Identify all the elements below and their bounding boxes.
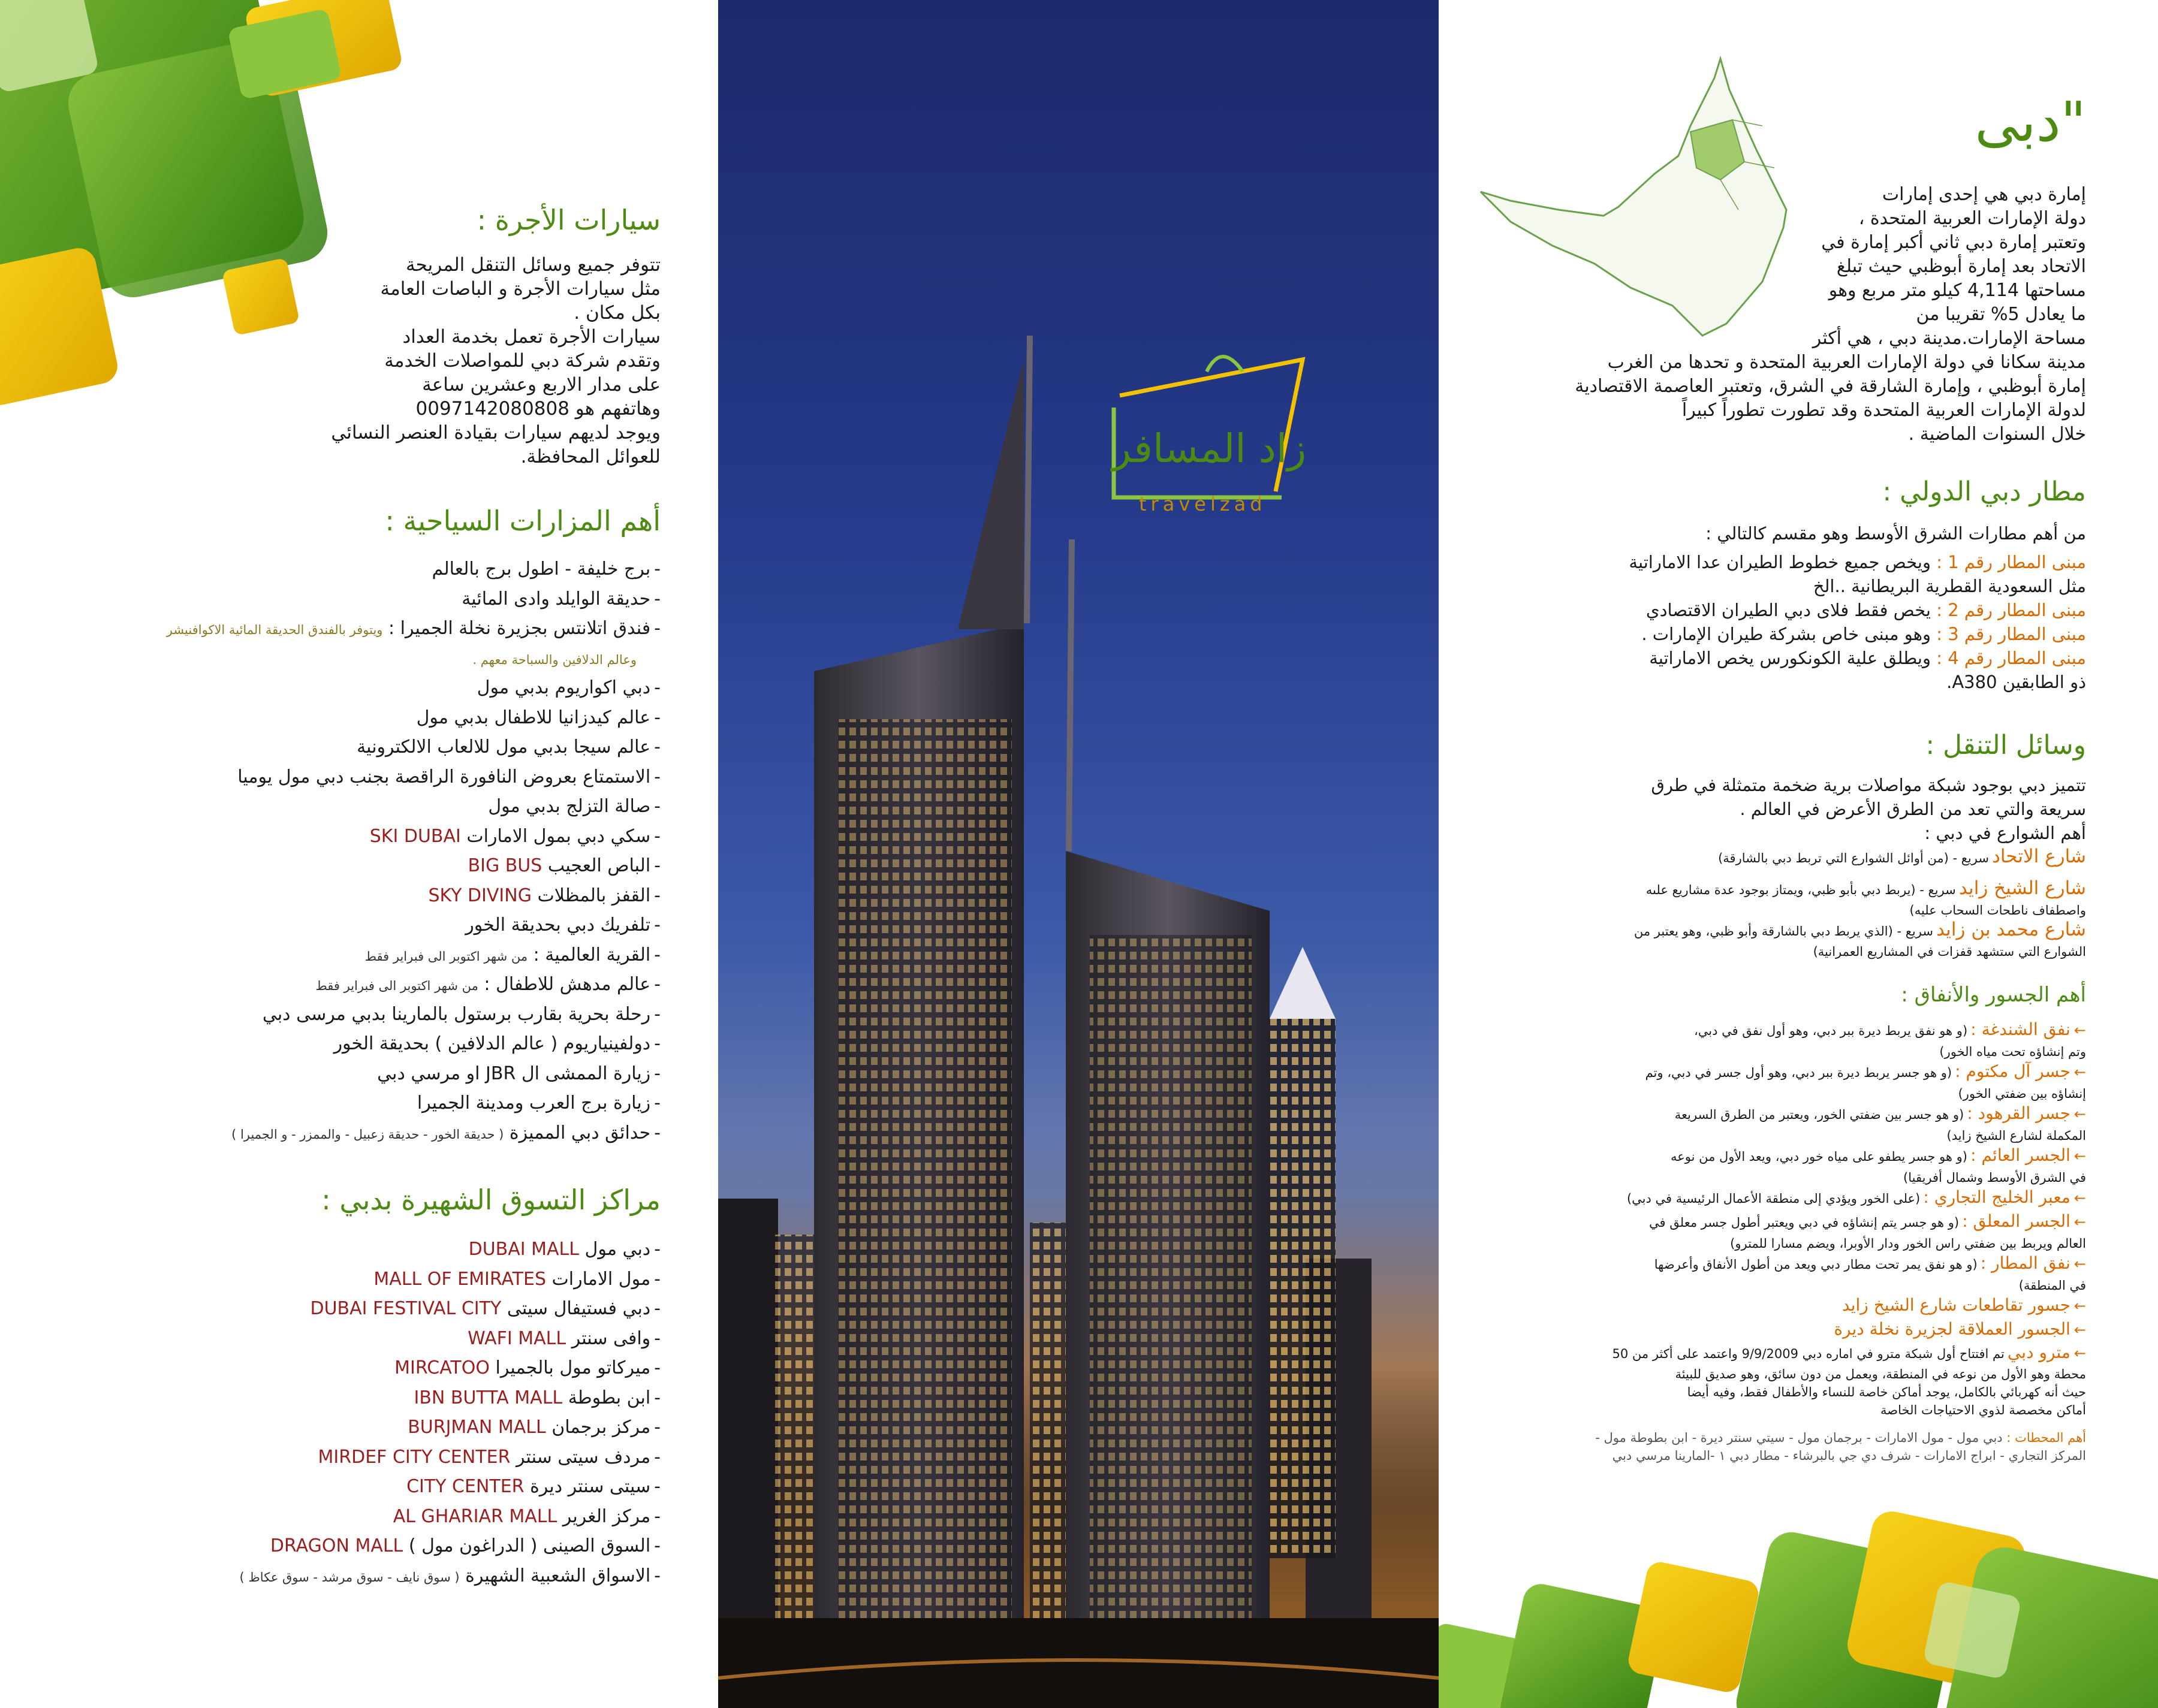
bridge-desc-cont: في الشرق الأوسط وشمال أفريقيا) [1903,1170,2086,1185]
attractions-item-english: SKI DUBAI [369,825,461,847]
bridge-desc: (و هو جسر يطفو على مياه خور دبي، ويعد الأول من نوعه [1670,1149,1967,1164]
attractions-item-name: عالم كيدزانيا للاطفال بدبي مول [416,707,651,728]
malls-item-name: سيتى سنتر ديرة [530,1476,651,1497]
malls-item-name: ابن بطوطة [568,1387,651,1408]
bridge-desc-cont: المكملة لشارع الشيخ زايد) [1946,1128,2086,1143]
bridge-row [1487,1145,2086,1169]
metro-stations-cont: المركز التجاري - ابراج الامارات - شرف دي جي بالبرشاء - مطار دبي ١ -المارينا مرسي دبي [1612,1449,2086,1463]
metro-stations-row [1487,1429,2086,1447]
airport-terminal-row [1487,550,2086,574]
bullet-dash: - [654,825,661,847]
airport-terminals [1487,550,2086,694]
attractions-item-note: ( حديقة الخور - حديقة زعبيل - والممزر - و الجميرا ) [231,1127,504,1142]
malls-item-name: دبي مول [584,1239,651,1260]
arrow-left-icon: ← [2073,1256,2086,1272]
bullet-dash: - [654,1298,661,1319]
attractions-item-name: الاستمتاع بعروض النافورة الراقصة بجنب دبي مول يوميا [237,766,651,787]
malls-item [31,1443,661,1472]
airport-intro: من أهم مطارات الشرق الأوسط وهو مقسم كالتالي : [1705,523,2086,544]
attractions-item [31,970,661,1000]
bullet-dash: - [654,1357,661,1378]
attractions-item-note: ويتوفر بالفندق الحديقة المائية الاكوافنيشر [166,623,383,637]
taxi-line: تتوفر جميع وسائل التنقل المريحة [405,254,661,276]
bridge-desc: (و هو جسر بين ضفتي الخور، ويعتبر من الطرق السريعة [1674,1108,1964,1122]
bullet-dash: - [654,1417,661,1438]
attractions-item-name: زيارة برج العرب ومدينة الجميرا [417,1093,651,1113]
attractions-item [31,554,661,584]
decorative-green-squares-bottom [1439,1504,2158,1708]
airport-terminal-row [1487,670,2086,694]
malls-item-name: مردف سيتى سنتر [516,1446,651,1468]
bullet-dash: - [654,944,661,965]
taxi-line: ويوجد لديهم سيارات بقيادة العنصر النسائي [331,422,661,443]
attractions-item-name: فندق اتلانتس بجزيرة نخلة الجميرا : [388,618,651,639]
attractions-item-name: عالم مدهش للاطفال : [484,974,651,995]
street-row [1487,878,2086,901]
bullet-dash: - [654,1327,661,1349]
malls-item [31,1294,661,1324]
attractions-item-name: القرية العالمية : [533,944,651,965]
bullet-dash: - [654,1033,661,1054]
street-desc: سريع - (من أوائل الشوارع التي تربط دبي بالشارقة) [1718,851,1989,865]
bullet-dash: - [654,559,661,580]
airport-terminal-text: مثل السعودية القطرية البريطانية ..الخ [1813,576,2086,596]
malls-item-name: الاسواق الشعبية الشهيرة [465,1565,651,1586]
taxi-line: بكل مكان . [574,302,661,324]
bridge-name: معبر الخليج التجاري : [1923,1187,2070,1207]
bridge-row [1487,1294,2086,1318]
transport-heading: وسائل التنقل : [1925,730,2086,761]
bullet-dash: - [654,1239,661,1260]
malls-item-english: MALL OF EMIRATES [373,1268,546,1290]
right-panel [1439,0,2158,1708]
attractions-item-name: رحلة بحرية بقارب برستول بالمارينا بدبي مرسى دبي [262,1003,651,1025]
dubai-line: وتعتبر إمارة دبي ثاني أكبر إمارة في [1821,232,2086,253]
bridge-desc: (على الخور ويؤدي إلى منطقة الأعمال الرئيسية في دبي) [1626,1191,1921,1206]
attractions-item-name: برج خليفة - اطول برج بالعالم [432,559,651,580]
airport-terminal-text: يخص فقط فلاى دبي الطيران الاقتصادي [1645,600,1931,620]
attractions-item [31,673,661,703]
attractions-item [31,732,661,762]
bridge-name: جسر آل مكتوم : [1955,1061,2070,1081]
dubai-line: إمارة أبوظبي ، وإمارة الشارقة في الشرق، وتعتبر العاصمة الاقتصادية [1575,376,2086,397]
taxi-line: وتقدم شركة دبي للمواصلات الخدمة [384,350,661,372]
dubai-line: دولة الإمارات العربية المتحدة ، [1858,208,2086,229]
attractions-item [31,1059,661,1089]
attractions-item [31,584,661,614]
bullet-dash: - [654,588,661,609]
bullet-dash: - [654,885,661,906]
transport-intro [1487,773,2086,845]
attractions-item [31,822,661,852]
arrow-left-icon: ← [2073,1321,2086,1338]
transport-line: تتميز دبي بوجود شبكة مواصلات برية ضخمة متمثلة في طرق [1651,775,2086,795]
malls-item-name: وافى سنتر [571,1327,651,1349]
attractions-item [31,762,661,792]
malls-item [31,1472,661,1502]
bullet-dash: - [654,707,661,728]
bridge-desc-cont: العالم ويربط بين ضفتي راس الخور ودار الأوبرا، ويضم مسارا للمترو) [1730,1236,2086,1251]
street-desc: سريع - (يربط دبي بأبو ظبي، ويمتاز بوجود عدة مشاريع علىه [1645,883,1956,897]
airport-terminal-text: وهو مبنى خاص بشركة طيران الإمارات . [1641,624,1931,644]
arrow-left-icon: ← [2073,1022,2086,1039]
malls-list [31,1235,661,1591]
attractions-item [31,703,661,733]
street-name: شارع محمد بن زايد [1936,919,2086,940]
attractions-item-english: SKY DIVING [428,885,532,906]
bridge-row [1487,1318,2086,1342]
attractions-item-name: حدائق دبي المميزة [509,1122,651,1143]
malls-item-name: مركز برجمان [551,1417,651,1438]
airport-terminal-row [1487,598,2086,622]
street-name: شارع الشيخ زايد [1958,877,2086,899]
bullet-dash: - [654,1535,661,1556]
metro-desc-cont: محطة وهو الأول من نوعه في المنطقة، ويعمل من دون سائق، وهو صديق للبيئة [1675,1367,2086,1381]
attractions-item [31,1000,661,1030]
bridges-heading: أهم الجسور والأنفاق : [1901,983,2086,1007]
logo-english-name: travelzad [1139,493,1267,515]
arrow-left-icon: ← [2073,1214,2086,1230]
bridge-row [1487,1253,2086,1277]
dubai-line: إمارة دبي هي إحدى إمارات [1882,184,2086,205]
malls-item-name: السوق الصينى ( الدراغون مول ) [408,1535,651,1556]
attractions-item-name: دبي اكواريوم بدبي مول [477,677,651,698]
taxi-line: على مدار الاربع وعشرين ساعة [422,374,661,396]
malls-item-english: BURJMAN MALL [408,1417,546,1438]
attractions-item [31,1088,661,1118]
bullet-dash: - [654,618,661,639]
bridge-desc: (و هو جسر يتم إنشاؤه في دبي ويعتبر أطول جسر معلق في [1649,1215,1960,1230]
taxi-line: للعوائل المحافظة. [520,446,661,467]
bullet-dash: - [654,766,661,787]
attractions-item-name: زيارة الممشى ال JBR او مرسي دبي [377,1063,651,1084]
airport-terminal-text: ذو الطابقين A380. [1946,672,2086,692]
attractions-item-name: القفز بالمظلات [537,885,651,906]
transport-line: أهم الشوارع في دبي : [1924,823,2086,843]
attractions-item-name: دولفينياريوم ( عالم الدلافين ) بحديقة الخور [333,1033,651,1054]
metro-desc-cont: حيث أنه كهربائي بالكامل، يوجد أماكن خاصة للنساء والأطفال فقط، وفيه أيضا [1687,1385,2086,1399]
bullet-dash: - [654,1446,661,1468]
bullet-dash: - [654,796,661,817]
bridge-name: الجسر المعلق : [1962,1211,2070,1231]
attractions-item [31,644,661,674]
attractions-list [31,554,661,1148]
malls-item-english: MIRCATOO [394,1357,490,1378]
attractions-item-name: صالة التزلج بدبي مول [488,796,651,817]
attractions-item [31,792,661,822]
attractions-item [31,851,661,881]
bullet-dash: - [654,1565,661,1586]
bullet-dash: - [654,1476,661,1497]
airport-terminal-label: مبنى المطار رقم 3 : [1936,624,2086,644]
dubai-line: ما يعادل 5% تقريبا من [1916,304,2086,325]
airport-terminal-text: ويخص جميع خطوط الطيران عدا الاماراتية [1629,552,1931,572]
bullet-dash: - [654,737,661,758]
bullet-dash: - [654,855,661,876]
bullet-dash: - [654,1268,661,1290]
attractions-item [31,1029,661,1059]
airport-terminal-row [1487,646,2086,670]
attractions-item-note: من شهر اكتوبر الى فبراير فقط [315,979,478,993]
dubai-line: مساحة الإمارات.مدينة دبي ، هي أكثر [1812,328,2086,349]
bullet-dash: - [654,915,661,936]
bridge-row [1487,1061,2086,1085]
taxi-paragraph [61,253,661,469]
attractions-item [31,1118,661,1148]
malls-item-english: DRAGON MALL [270,1535,403,1556]
dubai-intro [1487,183,2086,446]
malls-item [31,1502,661,1532]
malls-heading: مراكز التسوق الشهيرة بدبي : [321,1184,661,1216]
malls-item [31,1383,661,1413]
malls-item [31,1561,661,1591]
malls-item-name: ميركاتو مول بالجميرا [495,1357,651,1378]
bridge-name: نفق الشندغة : [1970,1019,2070,1039]
bullet-dash: - [654,1063,661,1084]
dubai-line: مدينة سكانا في دولة الإمارات العربية المتحدة و تحدها من الغرب [1607,352,2086,373]
bridge-row [1487,1103,2086,1127]
left-panel [0,0,718,1708]
metro-stations-list: دبي مول - مول الامارات - برجمان مول - سيتي سنتر ديرة - ابن بطوطة مول - [1595,1431,2003,1445]
metro-desc: تم افتتاح أول شبكة مترو في اماره دبي 9/9/2009 واعتمد على أكثر من 50 [1612,1347,2005,1361]
bullet-dash: - [654,1003,661,1025]
airport-terminal-label: مبنى المطار رقم 1 : [1936,552,2086,572]
malls-item [31,1324,661,1354]
bullet-dash: - [654,974,661,995]
bullet-dash: - [654,1122,661,1143]
bullet-dash: - [654,1093,661,1113]
dubai-line: الاتحاد بعد إمارة أبوظبي حيث تبلغ [1836,256,2086,277]
arrow-left-icon: ← [2073,1148,2086,1164]
malls-item [31,1265,661,1294]
malls-item-english: IBN BUTTA MALL [414,1387,563,1408]
malls-item [31,1413,661,1443]
cover-photo-panel [718,0,1439,1708]
dubai-line: لدولة الإمارات العربية المتحدة وقد تطورت تطوراً كبيراً [1681,400,2086,421]
malls-item-english: MIRDEF CITY CENTER [318,1446,511,1468]
bridge-desc-cont: وتم إنشاؤه تحت مياه الخور) [1939,1045,2086,1059]
attractions-heading: أهم المزارات السياحية : [385,505,661,537]
attractions-item-name: تلفريك دبي بحديقة الخور [465,915,651,936]
attractions-item [31,940,661,970]
airport-terminal-row [1487,574,2086,598]
malls-item-note: ( سوق نايف - سوق مرشد - سوق عكاظ ) [239,1570,460,1585]
dubai-title: "دبى [1975,90,2086,154]
bridge-name: جسور تقاطعات شارع الشيخ زايد [1842,1295,2070,1315]
malls-item-name: مركز الغرير [562,1505,651,1527]
malls-item-english: DUBAI FESTIVAL CITY [310,1298,502,1319]
airport-terminal-label: مبنى المطار رقم 2 : [1936,600,2086,620]
malls-item-english: WAFI MALL [468,1327,566,1349]
street-desc-cont: الشوارع التي ستشهد قفزات في المشاريع العمرانية) [1813,944,2086,959]
street-name: شارع الاتحاد [1992,846,2086,867]
airport-terminal-row [1487,622,2086,646]
streets-list [1487,846,2086,961]
attractions-item-english: BIG BUS [468,855,542,876]
attractions-item [31,910,661,940]
transport-line: سريعة والتي تعد من الطرق الأعرض في العالم . [1740,799,2086,819]
street-desc: سريع - (الذي يربط دبي بالشارقة وأبو ظبي، وهو يعتبر من [1633,924,1933,939]
dubai-line: مساحتها 4,114 كيلو متر مربع وهو [1828,280,2086,301]
attractions-item-name: حديقة الوايلد وادى المائية [462,588,651,609]
malls-item-english: DUBAI MALL [468,1239,579,1260]
bridge-row [1487,1211,2086,1235]
malls-item [31,1531,661,1561]
arrow-left-icon: ← [2073,1297,2086,1314]
dubai-line: خلال السنوات الماضية . [1908,424,2086,445]
metro-desc-cont: أماكن مخصصة لذوي الاحتياجات الخاصة [1880,1403,2086,1417]
attractions-item [31,881,661,911]
attractions-item-name: الباص العجيب [547,855,651,876]
bullet-dash: - [654,677,661,698]
taxi-heading: سيارات الأجرة : [477,204,661,236]
bridge-name: الجسور العملاقة لجزيرة نخلة ديرة [1834,1319,2070,1339]
bridge-desc: (و هو نفق يربط ديرة ببر دبي، وهو أول نفق في دبي، [1693,1024,1968,1038]
malls-item-english: CITY CENTER [406,1476,525,1497]
metro-stations-label: أهم المحطات : [2006,1431,2086,1445]
arrow-left-icon: ← [2073,1106,2086,1122]
attractions-item-name: عالم سيجا بدبي مول للالعاب الالكترونية [357,737,651,758]
bridges-list [1487,1019,2086,1465]
airport-heading: مطار دبي الدولي : [1882,476,2086,507]
bridge-name: نفق المطار : [1980,1253,2070,1273]
city-night-skyline-image [718,0,1439,1708]
street-row [1487,919,2086,943]
street-spacer [1487,870,2086,878]
street-desc-cont: واصطفاف ناطحات السحاب عليه) [1909,903,2086,918]
attractions-item-note: من شهر اكتوبر الى فبراير فقط [364,949,528,964]
street-row [1487,846,2086,870]
bridge-desc-cont: في المنطقة) [2018,1278,2086,1293]
taxi-line: وهاتفهم هو 0097142080808 [415,398,661,420]
metro-row [1487,1342,2086,1365]
airport-terminal-label: مبنى المطار رقم 4 : [1936,648,2086,668]
malls-item-name: مول الامارات [551,1268,651,1290]
metro-name: مترو دبي [2007,1342,2070,1362]
taxi-line: مثل سيارات الأجرة و الباصات العامة [380,278,661,300]
bridge-row [1487,1019,2086,1043]
attractions-item-name: سكي دبي بمول الامارات [466,825,651,847]
malls-item-name: دبي فستيفال سيتى [507,1298,651,1319]
bridge-name: جسر القرهود : [1967,1103,2070,1123]
bridge-name: الجسر العائم : [1970,1145,2070,1165]
bridge-desc: (و هو جسر يربط ديرة ببر دبي، وهو أول جسر في دبي، وتم [1645,1066,1952,1080]
airport-terminal-text: ويطلق علية الكونكورس يخص الاماراتية [1649,648,1931,668]
taxi-line: سيارات الأجرة تعمل بخدمة العداد [402,326,661,348]
arrow-left-icon: ← [2073,1345,2086,1362]
malls-item [31,1353,661,1383]
bridge-desc-cont: إنشاؤه بين ضفتي الخور) [1958,1087,2086,1101]
bridge-desc: (و هو نفق يمر تحت مطار دبي ويعد من أطول الأنفاق وأعرضها [1654,1257,1978,1272]
arrow-left-icon: ← [2073,1190,2086,1206]
bullet-dash: - [654,1387,661,1408]
arrow-left-icon: ← [2073,1064,2086,1081]
malls-item-english: AL GHARIAR MALL [393,1505,557,1527]
malls-item [31,1235,661,1265]
bullet-dash: - [654,1505,661,1527]
attractions-item-note: وعالم الدلافين والسباحة معهم . [472,652,637,667]
logo-arabic-name: زاد المسافر [1112,426,1307,472]
attractions-item [31,614,661,644]
bridge-row [1487,1187,2086,1211]
